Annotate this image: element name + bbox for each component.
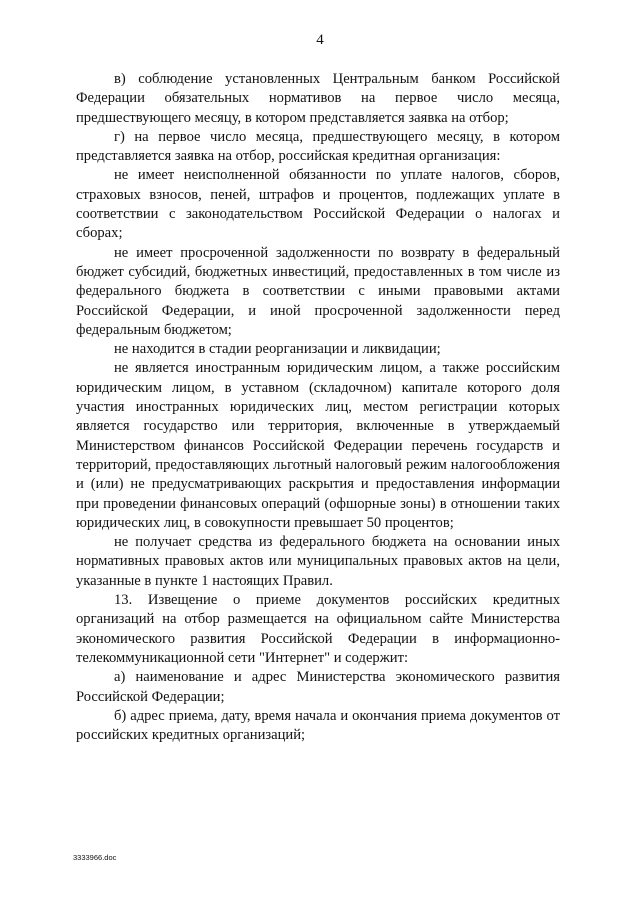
footer-filename: 3333966.doc <box>73 853 117 862</box>
paragraph-g: г) на первое число месяца, предшествующего месяцу, в котором представляется заявка на отбор, российская кредитная организация: <box>76 128 560 165</box>
paragraph-reorganization: не находится в стадии реорганизации и ликвидации; <box>114 341 441 358</box>
paragraph-foreign-entity: не является иностранным юридическим лицом, а также российским юридическим лицом, в уставном (складочном) капитале которого доля участия иностранных юридических лиц, местом регистрации которых является государство или территория, включенные в утверждаемый Министерством финансов Российской Федерации перечень государств и территорий, предоставляющих льготный налоговый режим налогообложения и (или) не предусматривающих раскрытия и предоставления информации при проведении финансовых операций (офшорные зоны) в отношении таких юридических лиц, в совокупности превышает 50 процентов; <box>76 360 560 531</box>
paragraph-13-notice: 13. Извещение о приеме документов российских кредитных организаций на отбор размещается на официальном сайте Министерства экономического развития Российской Федерации в информационно-телекоммуникационной сети "Интернет" и содержит: <box>76 592 560 666</box>
paragraph-b-reception: б) адрес приема, дату, время начала и окончания приема документов от российских кредитных организаций; <box>76 707 560 744</box>
page-number: 4 <box>316 32 324 48</box>
paragraph-a-name-address: а) наименование и адрес Министерства экономического развития Российской Федерации; <box>76 669 560 705</box>
paragraph-other-funds: не получает средства из федерального бюджета на основании иных нормативных правовых актов или муниципальных правовых актов на цели, указанные в пункте 1 настоящих Правил. <box>76 534 560 589</box>
paragraph-taxes: не имеет неисполненной обязанности по уплате налогов, сборов, страховых взносов, пеней, штрафов и процентов, подлежащих уплате в соответствии с законодательством Российской Федерации о налогах и сборах; <box>76 167 560 242</box>
paragraph-v: в) соблюдение установленных Центральным банком Российской Федерации обязательных нормативов на первое число месяца, предшествующего месяцу, в котором представляется заявка на отбор; <box>76 71 560 126</box>
paragraph-debt: не имеет просроченной задолженности по возврату в федеральный бюджет субсидий, бюджетных инвестиций, предоставленных в том числе из федерального бюджета в соответствии с иными правовыми актами Российской Федерации, и иной просроченной задолженности перед федеральным бюджетом; <box>76 244 560 338</box>
document-body <box>76 70 560 745</box>
